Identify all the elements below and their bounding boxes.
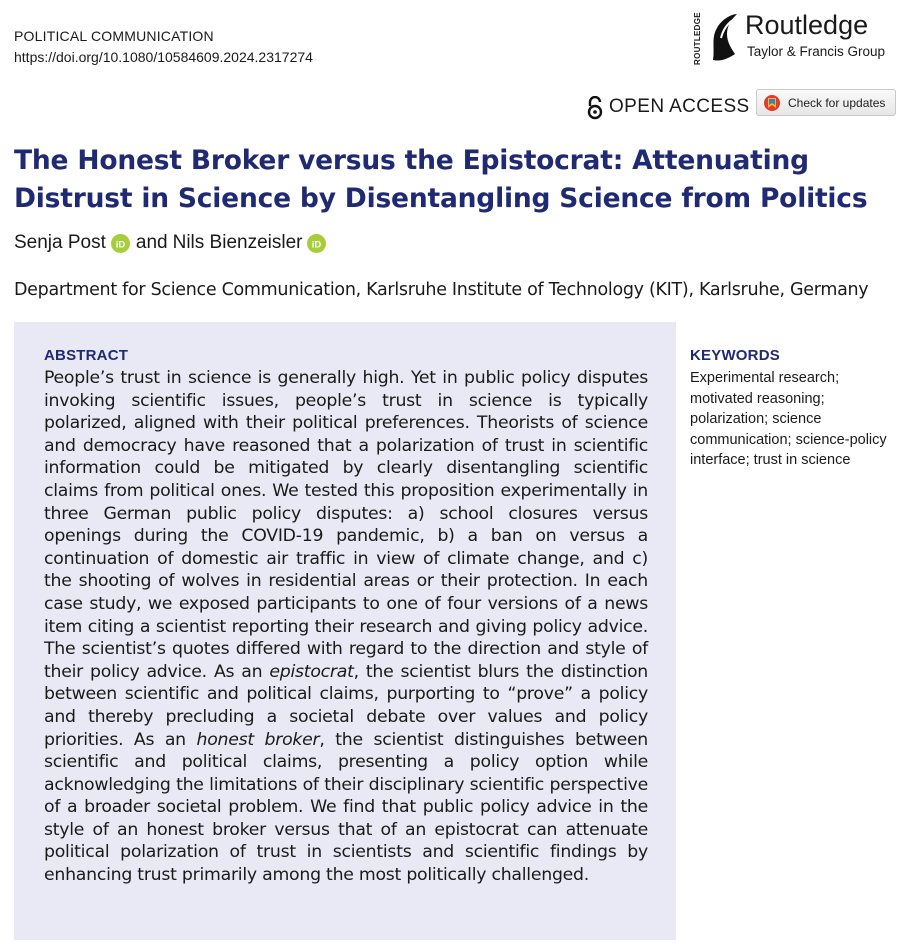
journal-name: POLITICAL COMMUNICATION xyxy=(14,28,214,44)
check-for-updates-label: Check for updates xyxy=(788,96,886,110)
doi-link[interactable]: https://doi.org/10.1080/10584609.2024.2317274 xyxy=(14,49,313,65)
publisher-name: Routledge xyxy=(745,10,869,40)
crossmark-icon xyxy=(762,94,782,112)
keywords-text: Experimental research; motivated reasoning; polarization; science communication; science-policy interface; trust in science xyxy=(690,370,887,469)
abstract-heading: ABSTRACT xyxy=(44,347,129,364)
author-name[interactable]: Nils Bienzeisler xyxy=(172,232,303,253)
author-name[interactable]: Senja Post xyxy=(14,232,106,253)
abstract-text-part: , the scientist blurs the distinction between scientific and political claims, purporting to “prove” a policy and thereby precluding a societal debate over values and policy priorities. As an xyxy=(44,661,648,750)
orcid-icon[interactable] xyxy=(307,234,326,253)
open-access-label: OPEN ACCESS xyxy=(609,96,750,117)
publisher-logo xyxy=(693,4,898,66)
keywords-heading: KEYWORDS xyxy=(690,347,780,364)
author-list xyxy=(14,232,332,254)
abstract-text-part: , the scientist distinguishes between scientific and political claims, presenting a policy option while acknowledging the limitations of their disciplinary scientific perspective of a broader societal problem. We find that public policy advice in the style of an honest broker versus that of an epistocrat can attenuate political polarization of trust in scientists and scientific findings by enhancing trust primarily among the most politically challenged. xyxy=(44,729,648,886)
abstract-emphasis: honest broker xyxy=(196,729,320,750)
abstract-panel xyxy=(14,322,676,940)
author-connector: and xyxy=(135,232,168,253)
open-lock-icon xyxy=(586,96,604,120)
routledge-mark-icon xyxy=(707,8,741,64)
affiliation: Department for Science Communication, Karlsruhe Institute of Technology (KIT), Karlsruhe, Germany xyxy=(14,280,869,300)
publisher-vertical-mark: ROUTLEDGE xyxy=(693,12,702,66)
abstract-text-part: People’s trust in science is generally high. Yet in public policy disputes invoking scientific issues, people’s trust in science is typically polarized, aligned with their political preferences. Theorists of science and democracy have reasoned that a polarization of trust in scientific information could be mitigated by clearly disentangling scientific claims from political ones. We tested this proposition experimentally in three German public policy disputes: a) school closures versus openings during the COVID-19 pandemic, b) a ban on versus a continuation of domestic air traffic in view of climate change, and c) the shooting of wolves in residential areas or their protection. In each case study, we exposed participants to one of four versions of a news item citing a scientist reporting their research and giving policy advice. The scientist’s quotes differed with regard to the direction and style of their policy advice. As an xyxy=(44,368,648,682)
svg-text:iD: iD xyxy=(312,238,322,250)
abstract-text xyxy=(44,367,648,887)
check-for-updates-button[interactable] xyxy=(756,89,896,116)
abstract-emphasis: epistocrat xyxy=(269,661,354,682)
svg-text:iD: iD xyxy=(115,238,126,250)
publisher-group: Taylor & Francis Group xyxy=(747,44,886,59)
doi-line xyxy=(14,49,313,65)
orcid-icon[interactable] xyxy=(111,234,130,253)
article-title: The Honest Broker versus the Epistocrat: Attenuating Distrust in Science by Disentangling Science from Politics xyxy=(14,145,868,214)
